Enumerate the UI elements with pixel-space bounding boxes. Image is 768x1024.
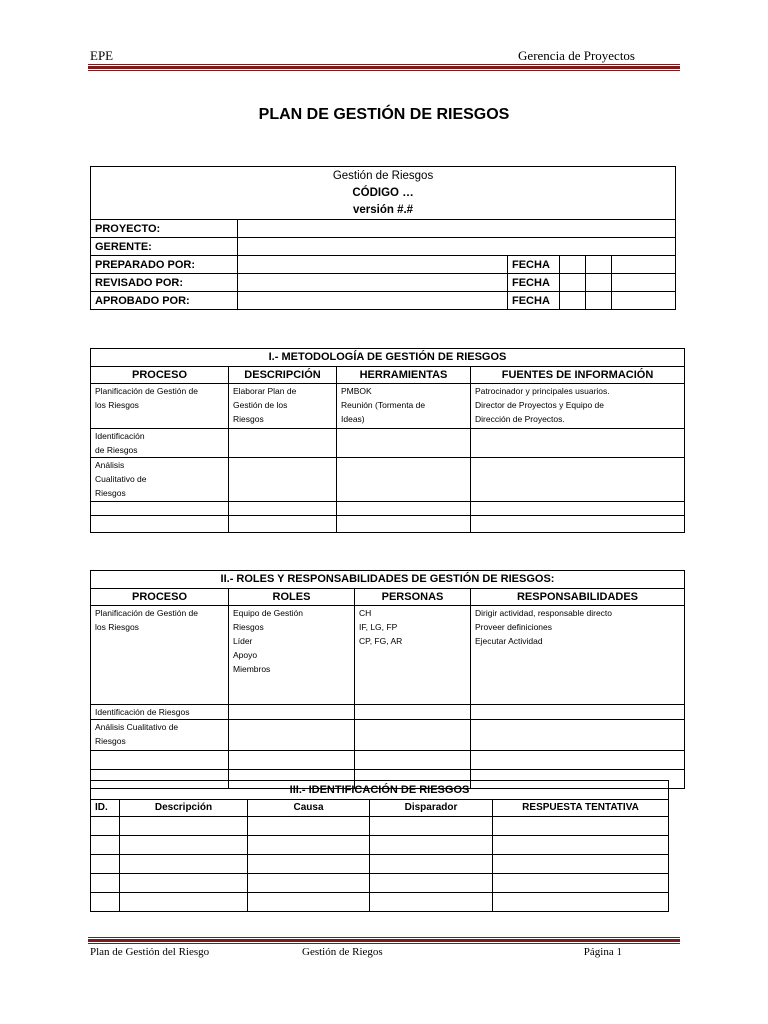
column-header: Disparador xyxy=(370,800,493,817)
footer-left: Plan de Gestión del Riesgo xyxy=(90,946,210,958)
cell-line: PMBOK xyxy=(341,386,372,396)
table-cell[interactable] xyxy=(248,836,370,855)
risk-identification-table xyxy=(90,780,669,912)
table-cell[interactable] xyxy=(355,705,471,720)
prepared-by-field[interactable] xyxy=(238,256,508,274)
manager-field[interactable] xyxy=(238,238,676,256)
cell-line: Director de Proyectos y Equipo de xyxy=(475,400,604,410)
date-month-cell[interactable] xyxy=(586,274,612,292)
reviewed-by-label: REVISADO POR: xyxy=(91,274,238,292)
table-cell[interactable] xyxy=(471,720,685,751)
table-cell[interactable] xyxy=(493,855,669,874)
table-cell xyxy=(91,720,229,751)
section-title: I.- METODOLOGÍA DE GESTIÓN DE RIESGOS xyxy=(91,349,685,367)
table-row xyxy=(91,874,669,893)
cell-line: Elaborar Plan de xyxy=(233,386,297,396)
cell-line: Análisis Cualitativo de xyxy=(95,722,179,732)
table-cell[interactable] xyxy=(370,874,493,893)
table-row xyxy=(91,502,685,516)
table-cell xyxy=(91,384,229,429)
table-cell xyxy=(91,705,229,720)
cell-line: Dirección de Proyectos. xyxy=(475,414,565,424)
cell-line: Reunión (Tormenta de xyxy=(341,400,426,410)
approved-by-field[interactable] xyxy=(238,292,508,310)
table-cell[interactable] xyxy=(493,893,669,912)
date-month-cell[interactable] xyxy=(586,256,612,274)
cell-line: Gestión de los xyxy=(233,400,288,410)
table-cell xyxy=(471,606,685,705)
date-day-cell[interactable] xyxy=(560,256,586,274)
table-cell[interactable] xyxy=(337,516,471,533)
table-cell[interactable] xyxy=(91,874,120,893)
column-header: RESPONSABILIDADES xyxy=(471,589,685,606)
cell-line: Patrocinador y principales usuarios. xyxy=(475,386,610,396)
table-cell[interactable] xyxy=(229,751,355,770)
footer-rule xyxy=(88,937,680,944)
table-cell[interactable] xyxy=(229,429,337,458)
cell-line: los Riesgos xyxy=(95,400,139,410)
footer-right: Página 1 xyxy=(583,946,622,958)
table-row xyxy=(91,720,685,751)
cell-line: Dirigir actividad, responsable directo xyxy=(475,608,613,618)
column-header: PROCESO xyxy=(91,367,229,384)
column-header: RESPUESTA TENTATIVA xyxy=(493,800,669,817)
table-cell[interactable] xyxy=(91,751,229,770)
cell-line: Planificación de Gestión de xyxy=(95,608,199,618)
cell-line: Riesgos xyxy=(95,488,126,498)
header-left: EPE xyxy=(90,48,114,63)
cell-line: Identificación xyxy=(95,431,145,441)
table-cell[interactable] xyxy=(120,874,248,893)
table-cell[interactable] xyxy=(471,705,685,720)
column-header: PROCESO xyxy=(91,589,229,606)
table-cell xyxy=(91,606,229,705)
info-heading-line: CÓDIGO … xyxy=(352,186,414,199)
table-cell[interactable] xyxy=(370,893,493,912)
table-cell[interactable] xyxy=(370,855,493,874)
header-right: Gerencia de Proyectos xyxy=(518,48,635,63)
roles-table xyxy=(90,570,685,789)
info-heading xyxy=(91,167,676,220)
table-cell xyxy=(229,384,337,429)
cell-line: Cualitativo de xyxy=(95,474,147,484)
table-row xyxy=(91,893,669,912)
cell-line: Proveer definiciones xyxy=(475,622,553,632)
footer-center: Gestión de Riegos xyxy=(302,946,383,958)
cell-line: CP, FG, AR xyxy=(359,636,403,646)
cell-line: Análisis xyxy=(95,460,125,470)
table-cell[interactable] xyxy=(120,893,248,912)
cell-line: Líder xyxy=(233,636,253,646)
table-cell[interactable] xyxy=(493,836,669,855)
cell-line: Ideas) xyxy=(341,414,365,424)
methodology-table xyxy=(90,348,685,533)
info-table xyxy=(90,166,676,310)
cell-line: Miembros xyxy=(233,664,271,674)
section-title: III.- IDENTIFICACIÓN DE RIESGOS xyxy=(91,781,669,800)
table-row xyxy=(91,751,685,770)
table-row xyxy=(91,606,685,705)
table-cell[interactable] xyxy=(493,817,669,836)
date-day-cell[interactable] xyxy=(560,292,586,310)
date-label: FECHA xyxy=(508,256,560,274)
table-cell[interactable] xyxy=(493,874,669,893)
table-cell xyxy=(471,384,685,429)
table-cell[interactable] xyxy=(229,458,337,502)
table-row xyxy=(91,516,685,533)
cell-line: los Riesgos xyxy=(95,622,139,632)
table-row xyxy=(91,429,685,458)
table-cell[interactable] xyxy=(248,855,370,874)
header-rule xyxy=(88,64,680,71)
table-cell[interactable] xyxy=(229,502,337,516)
cell-line: Apoyo xyxy=(233,650,258,660)
column-header: HERRAMIENTAS xyxy=(337,367,471,384)
table-row xyxy=(91,384,685,429)
cell-line: IF, LG, FP xyxy=(359,622,398,632)
table-cell xyxy=(91,458,229,502)
column-header: ID. xyxy=(91,800,120,817)
table-cell[interactable] xyxy=(337,502,471,516)
table-cell xyxy=(91,429,229,458)
date-label: FECHA xyxy=(508,274,560,292)
table-cell[interactable] xyxy=(471,516,685,533)
date-year-cell[interactable] xyxy=(612,256,676,274)
table-cell[interactable] xyxy=(120,855,248,874)
date-month-cell[interactable] xyxy=(586,292,612,310)
table-cell[interactable] xyxy=(248,817,370,836)
table-cell[interactable] xyxy=(229,516,337,533)
cell-line: Identificación de Riesgos xyxy=(95,707,190,717)
cell-line: Riesgos xyxy=(233,622,264,632)
date-year-cell[interactable] xyxy=(612,274,676,292)
reviewed-by-field[interactable] xyxy=(238,274,508,292)
table-cell[interactable] xyxy=(248,893,370,912)
table-cell[interactable] xyxy=(471,751,685,770)
table-cell[interactable] xyxy=(355,720,471,751)
info-heading-line: Gestión de Riesgos xyxy=(332,169,434,182)
table-cell[interactable] xyxy=(91,817,120,836)
manager-label: GERENTE: xyxy=(91,238,238,256)
section-title: II.- ROLES Y RESPONSABILIDADES DE GESTIÓN DE RIESGOS: xyxy=(91,571,685,589)
column-header: PERSONAS xyxy=(355,589,471,606)
table-row xyxy=(91,817,669,836)
info-heading-line: versión #.# xyxy=(352,203,414,216)
project-field[interactable] xyxy=(238,220,676,238)
column-header: DESCRIPCIÓN xyxy=(229,367,337,384)
cell-line: Riesgos xyxy=(233,414,264,424)
table-cell[interactable] xyxy=(120,817,248,836)
date-day-cell[interactable] xyxy=(560,274,586,292)
table-cell[interactable] xyxy=(337,458,471,502)
cell-line: Planificación de Gestión de xyxy=(95,386,199,396)
cell-line: Ejecutar Actividad xyxy=(475,636,543,646)
table-cell[interactable] xyxy=(120,836,248,855)
cell-line: Riesgos xyxy=(95,736,126,746)
table-cell[interactable] xyxy=(91,502,229,516)
table-cell[interactable] xyxy=(229,705,355,720)
approved-by-label: APROBADO POR: xyxy=(91,292,238,310)
table-cell[interactable] xyxy=(91,516,229,533)
page-title: PLAN DE GESTIÓN DE RIESGOS xyxy=(258,106,510,123)
column-header: ROLES xyxy=(229,589,355,606)
table-cell[interactable] xyxy=(355,751,471,770)
table-cell[interactable] xyxy=(370,836,493,855)
table-row xyxy=(91,836,669,855)
cell-line: Equipo de Gestión xyxy=(233,608,303,618)
project-label: PROYECTO: xyxy=(91,220,238,238)
table-cell[interactable] xyxy=(471,429,685,458)
table-cell[interactable] xyxy=(91,855,120,874)
table-cell[interactable] xyxy=(471,502,685,516)
column-header: Descripción xyxy=(120,800,248,817)
table-cell[interactable] xyxy=(248,874,370,893)
table-cell[interactable] xyxy=(91,836,120,855)
column-header: Causa xyxy=(248,800,370,817)
table-cell[interactable] xyxy=(370,817,493,836)
table-cell[interactable] xyxy=(471,458,685,502)
table-cell xyxy=(229,606,355,705)
table-row xyxy=(91,855,669,874)
table-cell xyxy=(337,384,471,429)
table-row xyxy=(91,705,685,720)
date-year-cell[interactable] xyxy=(612,292,676,310)
table-cell[interactable] xyxy=(91,893,120,912)
table-row xyxy=(91,458,685,502)
table-cell[interactable] xyxy=(229,720,355,751)
table-cell[interactable] xyxy=(337,429,471,458)
cell-line: de Riesgos xyxy=(95,445,138,455)
cell-line: CH xyxy=(359,608,372,618)
table-cell xyxy=(355,606,471,705)
prepared-by-label: PREPARADO POR: xyxy=(91,256,238,274)
date-label: FECHA xyxy=(508,292,560,310)
column-header: FUENTES DE INFORMACIÓN xyxy=(471,367,685,384)
